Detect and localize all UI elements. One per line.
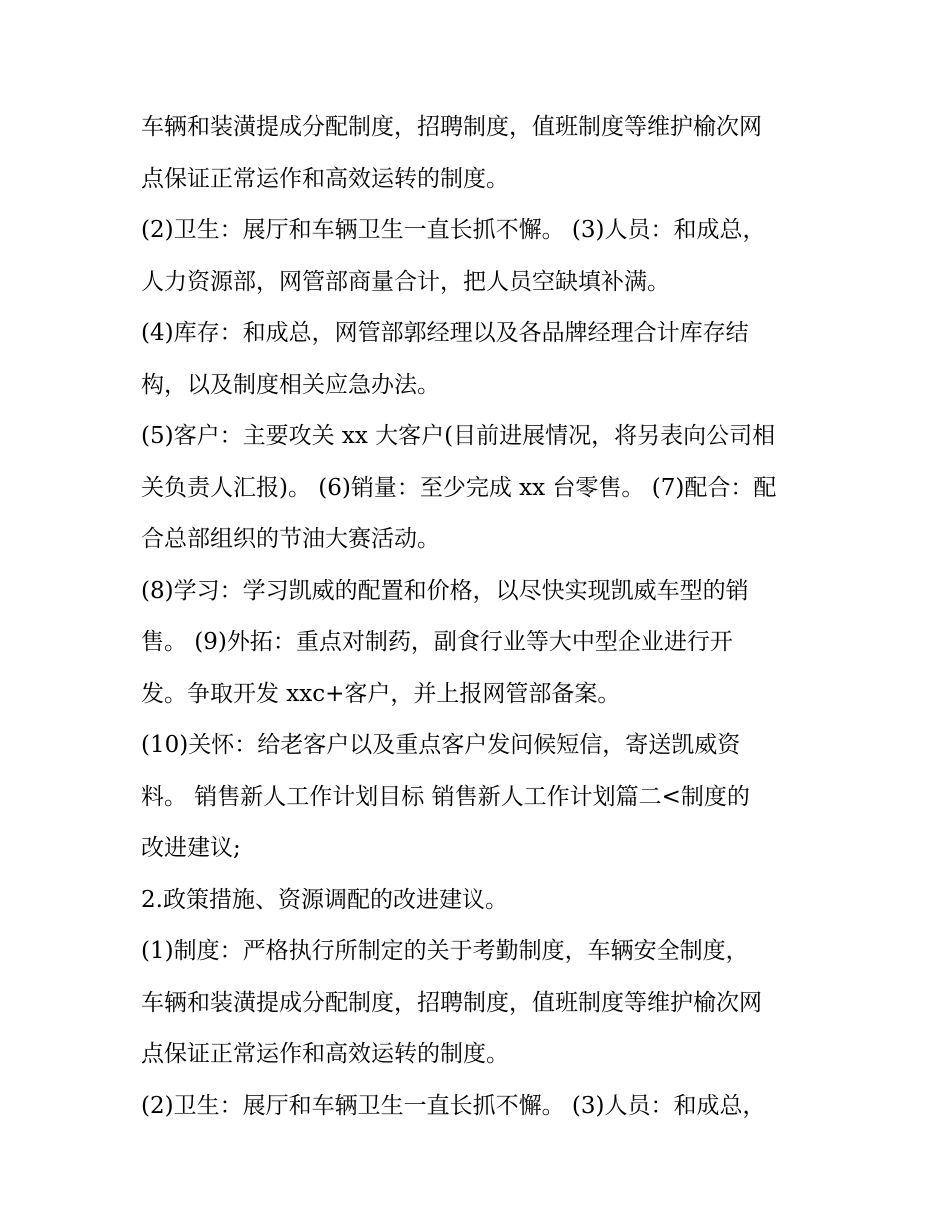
text-line: (2)卫生：展厅和车辆卫生一直长抓不懈。 (3)人员：和成总， [141,217,766,243]
text-line: 售。 (9)外拓：重点对制药，副食行业等大中型企业进行开 [141,629,733,655]
text-line: 发。争取开发 xxc+客户，并上报网管部备案。 [141,680,621,707]
text-line: 点保证正常运作和高效运转的制度。 [141,1041,509,1067]
text-line: 构，以及制度相关应急办法。 [141,371,440,398]
text-line: (1)制度：严格执行所制定的关于考勤制度，车辆安全制度， [141,938,749,964]
text-line: 车辆和装潢提成分配制度，招聘制度，值班制度等维护榆次网 [141,989,762,1016]
text-line: 2.政策措施、资源调配的改进建议。 [141,886,508,913]
text-line: 车辆和装潢提成分配制度，招聘制度，值班制度等维护榆次网 [141,114,762,140]
text-line: (4)库存：和成总，网管部郭经理以及各品牌经理合计库存结 [141,320,749,346]
text-line: 点保证正常运作和高效运转的制度。 [141,165,509,192]
text-line: 人力资源部，网管部商量合计，把人员空缺填补满。 [141,268,670,295]
text-line: (2)卫生：展厅和车辆卫生一直长抓不懈。 (3)人员：和成总， [141,1092,766,1119]
text-line: (5)客户：主要攻关 xx 大客户(目前进展情况，将另表向公司相 [141,423,776,449]
text-line: 关负责人汇报)。 (6)销量：至少完成 xx 台零售。 (7)配合：配 [141,474,777,501]
text-line: 料。 销售新人工作计划目标 销售新人工作计划篇二<制度的 [141,783,750,810]
text-line: 合总部组织的节油大赛活动。 [141,526,440,552]
text-line: (10)关怀：给老客户以及重点客户发问候短信，寄送凯威资 [141,732,741,758]
text-line: (8)学习：学习凯威的配置和价格，以尽快实现凯威车型的销 [141,577,749,604]
text-line: 改进建议; [141,835,241,861]
document-body [141,102,831,1132]
